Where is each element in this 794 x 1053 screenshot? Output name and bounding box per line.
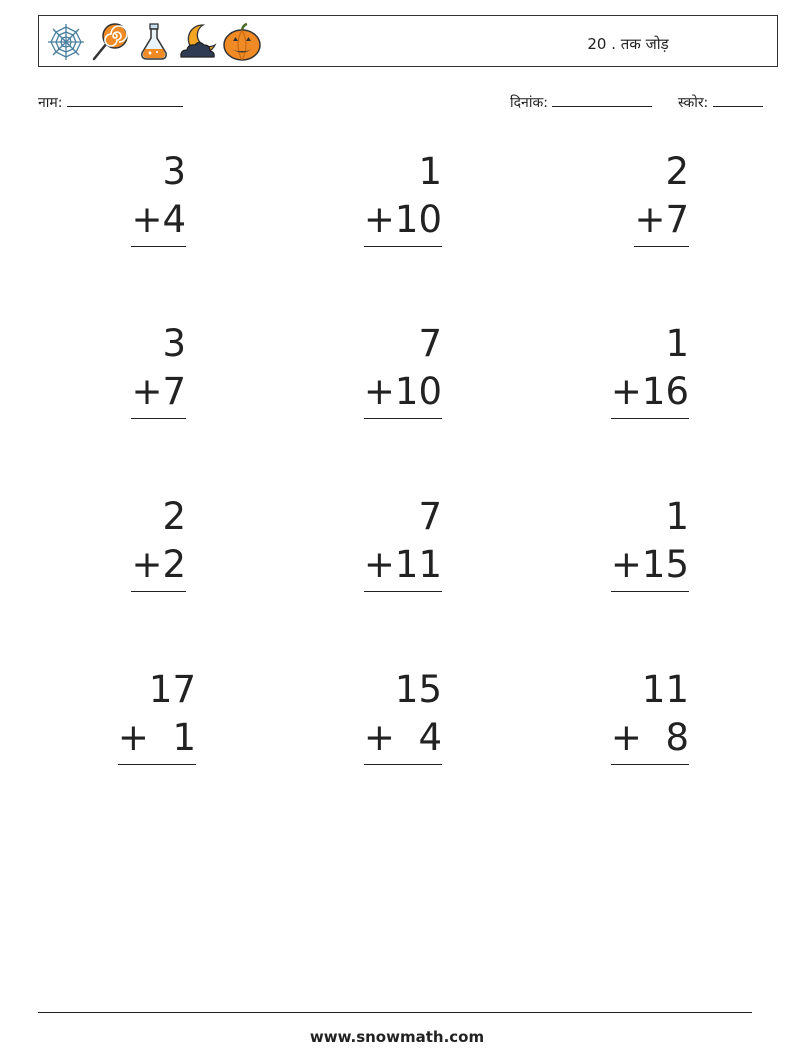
addend-top: 2 xyxy=(162,495,186,538)
addition-problem xyxy=(56,666,196,765)
addend-bottom: +4 xyxy=(131,196,186,247)
date-label: दिनांक: xyxy=(510,95,548,111)
footer-website: www.snowmath.com xyxy=(309,1028,485,1046)
addend-bottom: +16 xyxy=(611,368,689,419)
addition-problem xyxy=(46,148,186,247)
addend-top: 15 xyxy=(394,668,442,711)
date-blank xyxy=(552,94,652,107)
addend-bottom: +7 xyxy=(131,368,186,419)
addition-problem xyxy=(549,493,689,592)
addend-top: 1 xyxy=(418,150,442,193)
addend-top: 3 xyxy=(162,322,186,365)
addition-problem xyxy=(46,320,186,419)
addition-problem xyxy=(549,320,689,419)
addition-problem xyxy=(302,666,442,765)
name-label: नाम: xyxy=(38,95,63,111)
worksheet-title: 20 . तक जोड़ xyxy=(587,35,669,53)
score-label: स्कोर: xyxy=(678,95,709,111)
addend-bottom: + 8 xyxy=(611,714,689,765)
name-field xyxy=(38,93,183,112)
addend-top: 17 xyxy=(148,668,196,711)
addend-top: 2 xyxy=(665,150,689,193)
addend-bottom: +10 xyxy=(364,368,442,419)
addition-problem xyxy=(302,320,442,419)
score-blank xyxy=(713,94,763,107)
addend-top: 1 xyxy=(665,322,689,365)
addend-bottom: + 4 xyxy=(364,714,442,765)
date-field xyxy=(510,93,652,112)
addend-bottom: +11 xyxy=(364,541,442,592)
worksheet-header xyxy=(38,15,778,67)
addition-problem xyxy=(302,493,442,592)
addend-bottom: +2 xyxy=(131,541,186,592)
addend-bottom: +15 xyxy=(611,541,689,592)
addend-top: 7 xyxy=(418,322,442,365)
footer-divider xyxy=(38,1012,752,1013)
addend-top: 1 xyxy=(665,495,689,538)
addition-problem xyxy=(302,148,442,247)
addition-problem xyxy=(549,666,689,765)
addend-bottom: +7 xyxy=(634,196,689,247)
addition-problem xyxy=(549,148,689,247)
addend-top: 3 xyxy=(162,150,186,193)
addend-top: 11 xyxy=(641,668,689,711)
addend-top: 7 xyxy=(418,495,442,538)
addition-problem xyxy=(46,493,186,592)
addend-bottom: +10 xyxy=(364,196,442,247)
name-blank xyxy=(67,94,183,107)
addend-bottom: + 1 xyxy=(118,714,196,765)
score-field xyxy=(678,93,763,112)
